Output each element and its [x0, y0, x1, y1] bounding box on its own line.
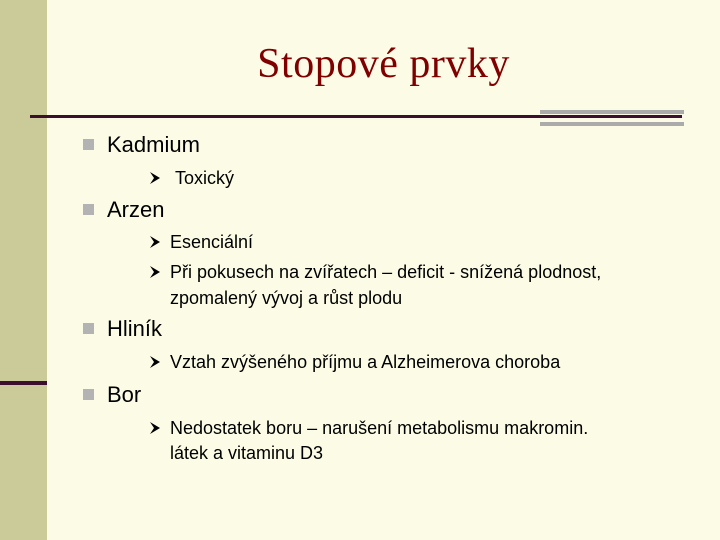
sub-item-text: Esenciální	[170, 232, 254, 252]
arrow-bullet-icon	[150, 356, 160, 368]
sub-item-text: Nedostatek boru – narušení metabolismu makromin.	[170, 418, 589, 438]
square-bullet-icon	[83, 204, 94, 215]
square-bullet-icon	[83, 139, 94, 150]
rule-accent	[540, 110, 684, 126]
item-label: Bor	[107, 382, 142, 407]
left-decorative-band	[0, 0, 47, 540]
sub-item-text: Při pokusech na zvířatech – deficit - snížená plodnost,	[170, 262, 602, 282]
slide-title: Stopové prvky	[257, 41, 510, 87]
square-bullet-icon	[83, 323, 94, 334]
sub-item-text: Vztah zvýšeného příjmu a Alzheimerova choroba	[170, 352, 561, 372]
arrow-bullet-icon	[150, 266, 160, 278]
sub-item-text: zpomalený vývoj a růst plodu	[170, 288, 403, 308]
item-label: Arzen	[107, 197, 165, 222]
arrow-bullet-icon	[150, 422, 160, 434]
band-stripe	[0, 381, 47, 385]
square-bullet-icon	[83, 389, 94, 400]
title-rule	[30, 115, 682, 118]
arrow-bullet-icon	[150, 236, 160, 248]
item-label: Hliník	[107, 316, 163, 341]
arrow-bullet-icon	[150, 172, 160, 184]
sub-item-text: látek a vitaminu D3	[170, 443, 324, 463]
sub-item-text: Toxický	[175, 168, 235, 188]
item-label: Kadmium	[107, 132, 200, 157]
